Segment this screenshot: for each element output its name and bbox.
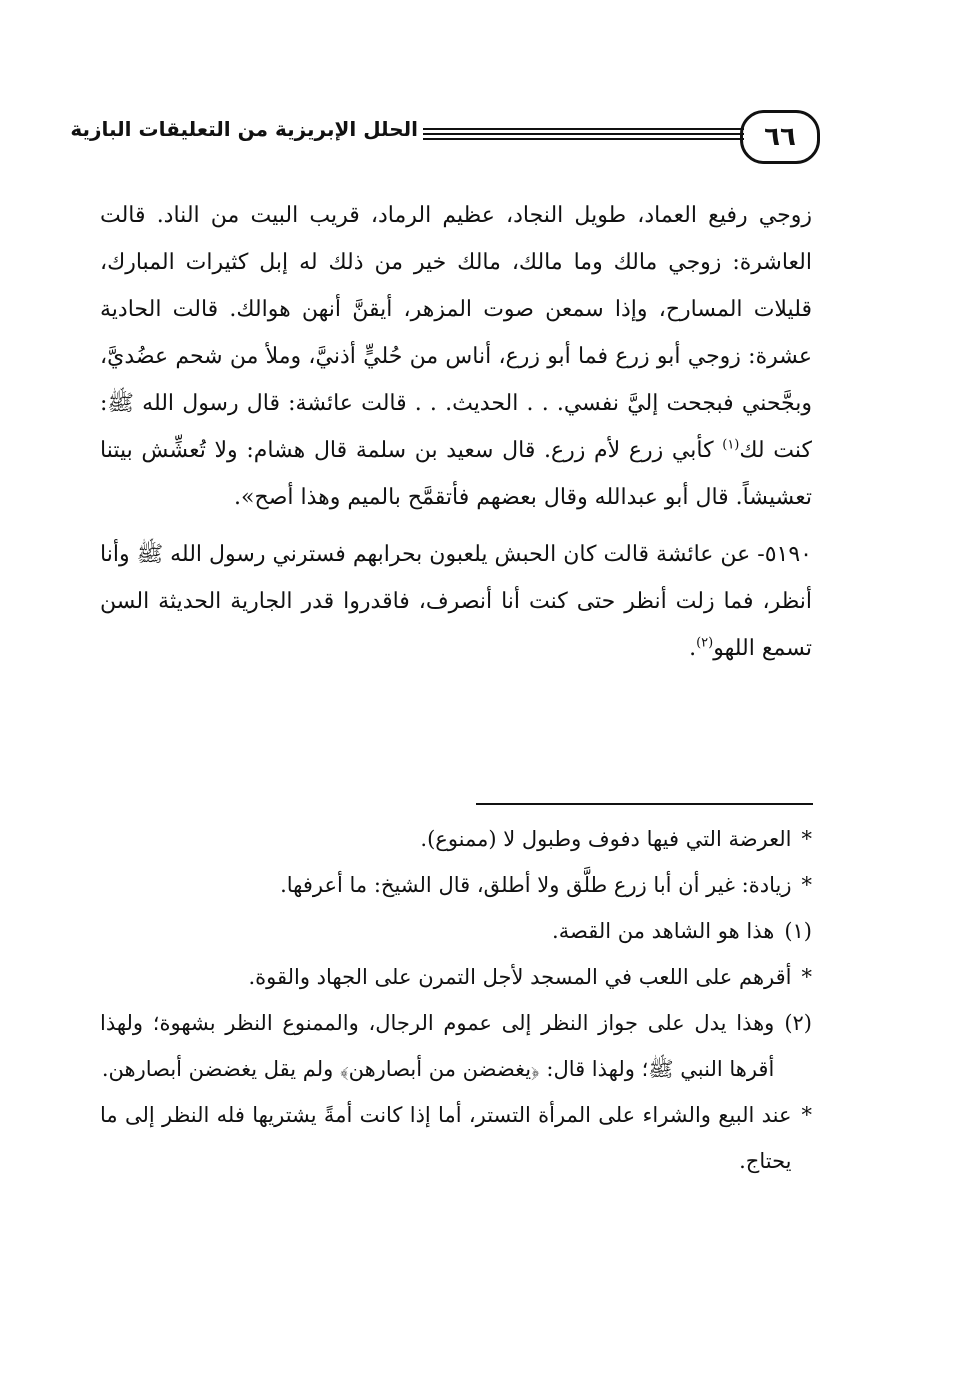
footnote-ref-1: (١)	[722, 437, 740, 453]
footnote-text: زيادة: غير أن أبا زرع طلَّق ولا أطلق، قال الشيخ: ما أعرفها.	[280, 873, 792, 897]
page-number: ٦٦	[740, 110, 820, 164]
footnote-marker: (١)	[784, 919, 812, 943]
footnotes	[100, 816, 812, 1184]
header-rule	[423, 128, 744, 130]
footnote-marker: *	[801, 827, 812, 851]
footnote	[100, 816, 812, 862]
main-text	[100, 192, 812, 672]
paragraph-text: زوجي رفيع العماد، طويل النجاد، عظيم الرماد، قريب البيت من الناد. قالت العاشرة: زوجي مالك وما مالك، مالك خير من ذلك له إبل كثيرات المبارك، قليلات المسارح، وإذا سمعن صوت المزهر، أيقنَّ أنهن هوالك. قالت الحادية عشرة: زوجي أبو زرع فما أبو زرع، أناس من حُليٍّ أذنيَّ، وملأ من شحم عضُديَّ، وبجَّحني فبجحت إليَّ نفسي. . . الحديث. . . قالت عائشة: قال رسول الله ﷺ: كنت لك	[100, 203, 812, 463]
footnote-text: أقرهم على اللعب في المسجد لأجل التمرن على الجهاد والقوة.	[248, 965, 792, 989]
footnote-marker: *	[801, 1103, 812, 1127]
footnote-divider	[476, 803, 813, 805]
header-rule	[423, 133, 744, 135]
header-rule	[423, 138, 744, 140]
footnote-ref-2: (٢)	[696, 635, 714, 651]
footnote	[100, 1092, 812, 1184]
paragraph	[100, 192, 812, 521]
footnote-text: عند البيع والشراء على المرأة التستر، أما إذا كانت أمةً يشتريها فله النظر إلى ما يحتاج.	[100, 1103, 792, 1173]
footnote	[100, 954, 812, 1000]
book-title: الحلل الإبريزية من التعليقات البازية	[70, 117, 418, 141]
footnote-marker: (٢)	[784, 1011, 812, 1035]
footnote-text: هذا هو الشاهد من القصة.	[552, 919, 775, 943]
footnote-marker: *	[801, 873, 812, 897]
footnote	[100, 862, 812, 908]
paragraph-text-end: كأبي زرع لأم زرع. قال سعيد بن سلمة قال هشام: ولا تُعشِّش بيتنا تعشيشاً. قال أبو عبدالله وقال بعضهم فأتقمَّح بالميم وهذا أصح».	[100, 438, 812, 510]
hadith-end: .	[689, 636, 697, 661]
footnote	[100, 1000, 812, 1092]
footnote-text: وهذا يدل على جواز النظر إلى عموم الرجال، والممنوع النظر بشهوة؛ ولهذا أقرها النبي ﷺ؛ ولهذا قال: ﴿يغضضن من أبصارهن﴾ ولم يقل يغضضن أبصارهن.	[100, 1011, 775, 1081]
page-header	[70, 110, 820, 166]
footnote-text: العرضة التي فيها دفوف وطبول لا (ممنوع).	[420, 827, 792, 851]
footnote-marker: *	[801, 965, 812, 989]
hadith-text: ٥١٩٠- عن عائشة قالت كان الحبش يلعبون بحرابهم فسترني رسول الله ﷺ وأنا أنظر، فما زلت أنظر حتى كنت أنا أنصرف، فاقدروا قدر الجارية الحديثة السن تسمع اللهو	[100, 542, 812, 661]
hadith-paragraph	[100, 531, 812, 672]
footnote	[100, 908, 812, 954]
